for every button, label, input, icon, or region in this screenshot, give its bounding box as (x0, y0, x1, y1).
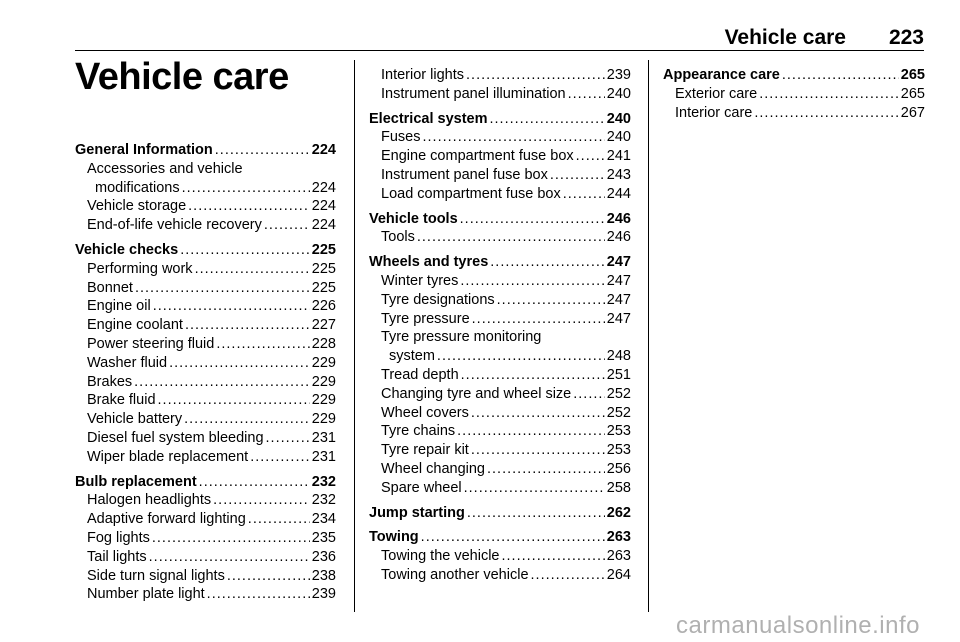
toc-entry-title-cont: system (389, 348, 435, 365)
dot-leader (457, 422, 605, 441)
toc-section-entry[interactable] (369, 528, 631, 547)
toc-entry-title: Power steering fluid (87, 335, 215, 352)
toc-entry[interactable] (369, 310, 631, 329)
toc-entry[interactable] (369, 460, 631, 479)
toc-entry[interactable] (75, 279, 336, 298)
toc-entry-title: Instrument panel illumination (381, 85, 566, 102)
toc-page-number: 247 (606, 310, 631, 327)
toc-entry[interactable] (75, 160, 336, 198)
toc-entry[interactable] (369, 422, 631, 441)
toc-entry[interactable] (369, 291, 631, 310)
toc-entry[interactable] (75, 316, 336, 335)
toc-entry-title-cont: modifications (95, 179, 180, 196)
toc-entry[interactable] (369, 441, 631, 460)
toc-page-number: 253 (606, 442, 631, 459)
toc-entry-title: Interior lights (381, 67, 465, 83)
toc-page-number: 231 (311, 429, 336, 446)
chapter-title: Vehicle care (75, 56, 289, 98)
toc-page-number: 239 (606, 67, 631, 83)
toc-entry-title: Spare wheel (381, 479, 462, 496)
dot-leader (754, 104, 898, 123)
toc-entry[interactable] (75, 491, 336, 510)
dot-leader (153, 297, 310, 316)
dot-leader (250, 448, 310, 467)
toc-entry-title: Load compartment fuse box (381, 185, 561, 202)
toc-section-entry[interactable] (663, 66, 925, 85)
toc-entry[interactable] (369, 66, 631, 85)
toc-page-number: 252 (606, 385, 631, 402)
dot-leader (264, 216, 310, 235)
toc-entry-title: Fog lights (87, 529, 150, 546)
dot-leader (487, 460, 605, 479)
toc-entry[interactable] (75, 529, 336, 548)
toc-entry-title: Halogen headlights (87, 492, 212, 509)
toc-page-number: 246 (606, 210, 631, 227)
toc-entry-title: Tail lights (87, 548, 147, 565)
dot-leader (227, 567, 310, 586)
toc-entry-title: Performing work (87, 260, 193, 277)
header-rule (75, 50, 924, 51)
toc-entry-title: Appearance care (663, 67, 780, 83)
dot-leader (213, 491, 310, 510)
toc-page-number: 226 (311, 298, 336, 315)
toc-entry-title: Vehicle battery (87, 411, 183, 428)
dot-leader (158, 391, 310, 410)
toc-entry[interactable] (663, 104, 925, 123)
toc-page-number: 241 (606, 148, 631, 165)
toc-page-number: 258 (606, 479, 631, 496)
toc-entry[interactable] (369, 166, 631, 185)
toc-entry-title: Electrical system (369, 110, 488, 127)
toc-entry-title: Accessories and vehicle (87, 160, 243, 177)
toc-entry[interactable] (369, 85, 631, 104)
toc-entry[interactable] (75, 197, 336, 216)
toc-entry-title: Brake fluid (87, 392, 156, 409)
dot-leader (188, 197, 310, 216)
toc-entry-title: Jump starting (369, 504, 465, 521)
toc-entry-title: Tyre pressure (381, 310, 470, 327)
toc-entry-title: Fuses (381, 129, 421, 146)
toc-page-number: 236 (311, 548, 336, 565)
toc-entry-title: Tyre designations (381, 291, 495, 308)
toc-page-number: 227 (311, 317, 336, 334)
dot-leader (248, 510, 310, 529)
toc-entry[interactable] (75, 297, 336, 316)
dot-leader (421, 528, 605, 547)
dot-leader (184, 410, 310, 429)
toc-entry[interactable] (75, 335, 336, 354)
toc-entry[interactable] (75, 510, 336, 529)
dot-leader (550, 166, 605, 185)
toc-page-number: 262 (606, 504, 631, 521)
toc-entry[interactable] (663, 85, 925, 104)
toc-entry-title: Towing (369, 529, 419, 546)
dot-leader (576, 147, 605, 166)
toc-page-number: 234 (311, 511, 336, 528)
toc-entry-continuation (87, 179, 336, 198)
toc-section-entry[interactable] (369, 253, 631, 272)
dot-leader (216, 335, 309, 354)
dot-leader (471, 441, 605, 460)
toc-page-number: 252 (606, 404, 631, 421)
toc-entry-title: Tyre repair kit (381, 442, 469, 459)
dot-leader (573, 385, 605, 404)
dot-leader (134, 373, 310, 392)
toc-entry[interactable] (75, 585, 336, 604)
dot-leader (149, 548, 310, 567)
toc-entry[interactable] (75, 548, 336, 567)
toc-page-number: 253 (606, 423, 631, 440)
dot-leader (169, 354, 310, 373)
toc-entry-title: Wiper blade replacement (87, 448, 249, 465)
running-header-title: Vehicle care (724, 26, 846, 49)
toc-column-2 (369, 66, 631, 585)
toc-section-entry[interactable] (75, 241, 336, 260)
toc-section-entry[interactable] (369, 210, 631, 229)
toc-entry[interactable] (369, 404, 631, 423)
toc-page-number: 225 (311, 260, 336, 277)
toc-column-3 (663, 66, 925, 122)
dot-leader (266, 429, 310, 448)
toc-section-entry[interactable] (75, 473, 336, 492)
toc-entry-title: Washer fluid (87, 354, 168, 371)
toc-page-number: 246 (606, 229, 631, 246)
toc-page-number: 256 (606, 460, 631, 477)
toc-entry[interactable] (75, 260, 336, 279)
toc-entry-title: Towing another vehicle (381, 566, 529, 583)
toc-page-number: 248 (606, 348, 631, 365)
toc-column-1 (75, 141, 336, 604)
column-divider (354, 60, 355, 612)
dot-leader (207, 585, 310, 604)
toc-entry[interactable] (369, 128, 631, 147)
dot-leader (180, 241, 310, 260)
toc-page-number: 225 (311, 241, 336, 258)
toc-page-number: 247 (606, 254, 631, 271)
toc-entry-title: Number plate light (87, 586, 205, 603)
toc-page-number: 224 (311, 179, 336, 196)
toc-page-number: 267 (900, 104, 925, 121)
dot-leader (472, 310, 605, 329)
toc-page-number: 247 (606, 291, 631, 308)
dot-leader (182, 179, 310, 198)
toc-entry-title: Changing tyre and wheel size (381, 385, 572, 402)
toc-entry[interactable] (75, 429, 336, 448)
page-number: 223 (888, 26, 924, 49)
dot-leader (417, 228, 605, 247)
toc-entry[interactable] (369, 272, 631, 291)
toc-page-number: 228 (311, 335, 336, 352)
toc-entry-title: Wheels and tyres (369, 254, 489, 271)
toc-entry-title: Engine compartment fuse box (381, 148, 574, 165)
toc-entry-title: Wheel changing (381, 460, 485, 477)
toc-entry-title: Tread depth (381, 366, 459, 383)
dot-leader (135, 279, 310, 298)
toc-entry-title: Vehicle storage (87, 198, 187, 215)
dot-leader (563, 185, 605, 204)
dot-leader (467, 504, 605, 523)
dot-leader (471, 404, 605, 423)
toc-entry-title: Bulb replacement (75, 473, 197, 490)
toc-entry[interactable] (369, 479, 631, 498)
toc-section-entry[interactable] (369, 504, 631, 523)
dot-leader (152, 529, 310, 548)
dot-leader (199, 473, 310, 492)
toc-entry-title: Winter tyres (381, 272, 459, 289)
toc-page-number: 232 (311, 473, 336, 490)
toc-entry-title: Tools (381, 229, 415, 246)
toc-entry[interactable] (369, 566, 631, 585)
toc-entry-title: End-of-life vehicle recovery (87, 217, 262, 234)
toc-entry[interactable] (75, 448, 336, 467)
toc-entry-title: Interior care (675, 104, 753, 121)
toc-section-entry[interactable] (75, 141, 336, 160)
toc-page-number: 232 (311, 492, 336, 509)
dot-leader (464, 479, 605, 498)
toc-entry-title: Vehicle tools (369, 210, 458, 227)
toc-entry[interactable] (369, 185, 631, 204)
toc-page-number: 224 (311, 142, 336, 158)
dot-leader (490, 110, 605, 129)
toc-page-number: 229 (311, 411, 336, 428)
toc-entry-title: Engine coolant (87, 317, 183, 334)
toc-page-number: 238 (311, 567, 336, 584)
toc-entry[interactable] (75, 567, 336, 586)
dot-leader (782, 66, 899, 85)
column-divider (648, 60, 649, 612)
toc-page-number: 247 (606, 272, 631, 289)
dot-leader (759, 85, 899, 104)
toc-page-number: 240 (606, 129, 631, 146)
toc-entry-title: Brakes (87, 373, 133, 390)
dot-leader (466, 66, 605, 85)
toc-page-number: 224 (311, 217, 336, 234)
toc-entry-title: Bonnet (87, 279, 133, 296)
toc-entry[interactable] (369, 228, 631, 247)
toc-page-number: 251 (606, 366, 631, 383)
toc-entry-title: Wheel covers (381, 404, 469, 421)
dot-leader (490, 253, 605, 272)
toc-page-number: 243 (606, 166, 631, 183)
toc-page-number: 229 (311, 354, 336, 371)
toc-page-number: 225 (311, 279, 336, 296)
toc-entry-title: Diesel fuel system bleeding (87, 429, 264, 446)
toc-entry[interactable] (369, 385, 631, 404)
toc-entry[interactable] (75, 391, 336, 410)
toc-page-number: 239 (311, 586, 336, 603)
toc-entry[interactable] (75, 354, 336, 373)
toc-entry-title: Engine oil (87, 298, 151, 315)
dot-leader (185, 316, 310, 335)
toc-entry-title: Towing the vehicle (381, 548, 500, 565)
dot-leader (460, 210, 605, 229)
toc-page-number: 235 (311, 529, 336, 546)
dot-leader (195, 260, 310, 279)
dot-leader (461, 366, 605, 385)
toc-entry-title: Tyre chains (381, 423, 456, 440)
toc-entry[interactable] (369, 147, 631, 166)
dot-leader (497, 291, 605, 310)
toc-entry-title: Tyre pressure monitoring (381, 329, 542, 346)
toc-page-number: 240 (606, 110, 631, 127)
toc-page-number: 263 (606, 529, 631, 546)
toc-page-number: 244 (606, 185, 631, 202)
dot-leader (531, 566, 605, 585)
dot-leader (568, 85, 605, 104)
toc-entry-title: Adaptive forward lighting (87, 511, 246, 528)
dot-leader (460, 272, 604, 291)
dot-leader (502, 547, 605, 566)
toc-entry-title: Side turn signal lights (87, 567, 225, 584)
dot-leader (437, 347, 605, 366)
toc-entry-title: Vehicle checks (75, 241, 179, 258)
toc-entry[interactable] (75, 410, 336, 429)
toc-page-number: 240 (606, 85, 631, 102)
toc-entry-continuation (381, 347, 631, 366)
toc-entry[interactable] (75, 216, 336, 235)
toc-entry[interactable] (369, 547, 631, 566)
dot-leader (215, 141, 310, 160)
toc-page-number: 265 (900, 85, 925, 102)
toc-page-number: 224 (311, 198, 336, 215)
toc-page-number: 265 (900, 67, 925, 83)
toc-entry[interactable] (75, 373, 336, 392)
toc-page-number: 264 (606, 566, 631, 583)
toc-page-number: 231 (311, 448, 336, 465)
dot-leader (423, 128, 605, 147)
toc-entry-title: General Information (75, 142, 213, 158)
toc-entry-title: Exterior care (675, 85, 758, 102)
toc-page-number: 229 (311, 392, 336, 409)
toc-page-number: 229 (311, 373, 336, 390)
toc-entry[interactable] (369, 366, 631, 385)
toc-page-number: 263 (606, 548, 631, 565)
toc-section-entry[interactable] (369, 110, 631, 129)
toc-entry[interactable] (369, 328, 631, 366)
watermark: carmanualsonline.info (676, 612, 920, 639)
toc-entry-title: Instrument panel fuse box (381, 166, 548, 183)
